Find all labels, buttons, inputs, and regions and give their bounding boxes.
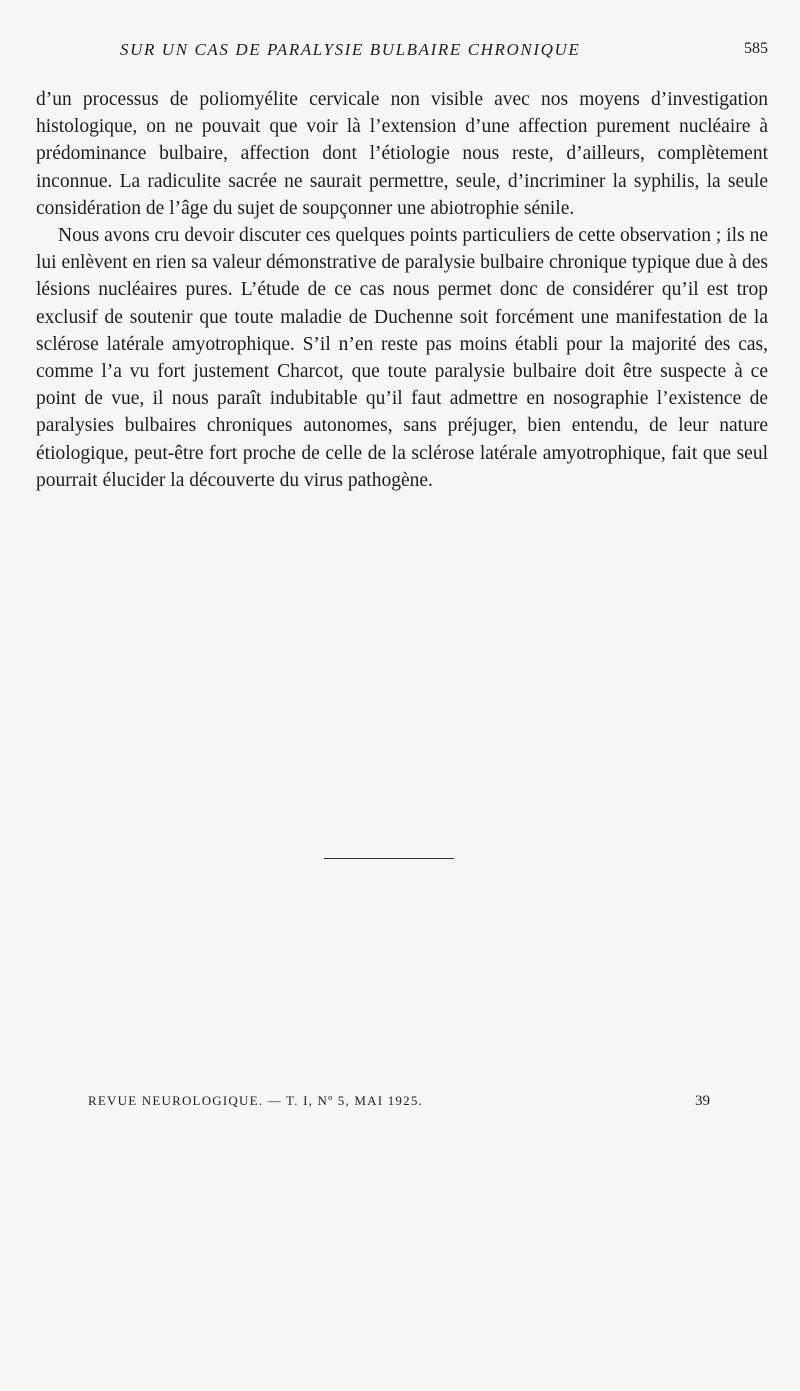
body-text — [36, 86, 768, 494]
page-number: 585 — [744, 40, 768, 57]
signature-mark: 39 — [695, 1093, 710, 1109]
section-end-rule — [324, 858, 454, 859]
journal-reference: REVUE NEUROLOGIQUE. — T. I, Nº 5, MAI 1925. — [88, 1093, 423, 1108]
paragraph-2: Nous avons cru devoir discuter ces quelques points particuliers de cette observation ; ils ne lui enlèvent en rien sa valeur démonstrative de paralysie bulbaire chronique typique due à des lésions nucléaires pures. L’étude de ce cas nous permet donc de considérer qu’il est trop exclusif de soutenir que toute maladie de Duchenne soit forcément une manifestation de la sclérose latérale amyotrophique. S’il n’en reste pas moins établi pour la majorité des cas, comme l’a vu fort justement Charcot, que toute paralysie bulbaire doit être suspecte à ce point de vue, il nous paraît indubitable qu’il faut admettre en nosographie l’existence de paralysies bulbaires chroniques autonomes, sans préjuger, bien entendu, de leur nature étiologique, peut-être fort proche de celle de la sclérose latérale amyotrophique, fait que seul pourrait élucider la découverte du virus pathogène. — [36, 225, 768, 491]
running-head: SUR UN CAS DE PARALYSIE BULBAIRE CHRONIQUE — [120, 40, 581, 59]
page-header — [36, 40, 768, 64]
page-footer — [88, 1093, 710, 1115]
paragraph-1: d’un processus de poliomyélite cervicale non visible avec nos moyens d’investigation histologique, on ne pouvait que voir là l’extension d’une affection purement nucléaire à prédominance bulbaire, affection dont l’étiologie nous reste, d’ailleurs, complètement inconnue. La radiculite sacrée ne saurait permettre, seule, d’incriminer la syphilis, la seule considération de l’âge du sujet de soupçonner une abiotrophie sénile. — [36, 89, 768, 219]
